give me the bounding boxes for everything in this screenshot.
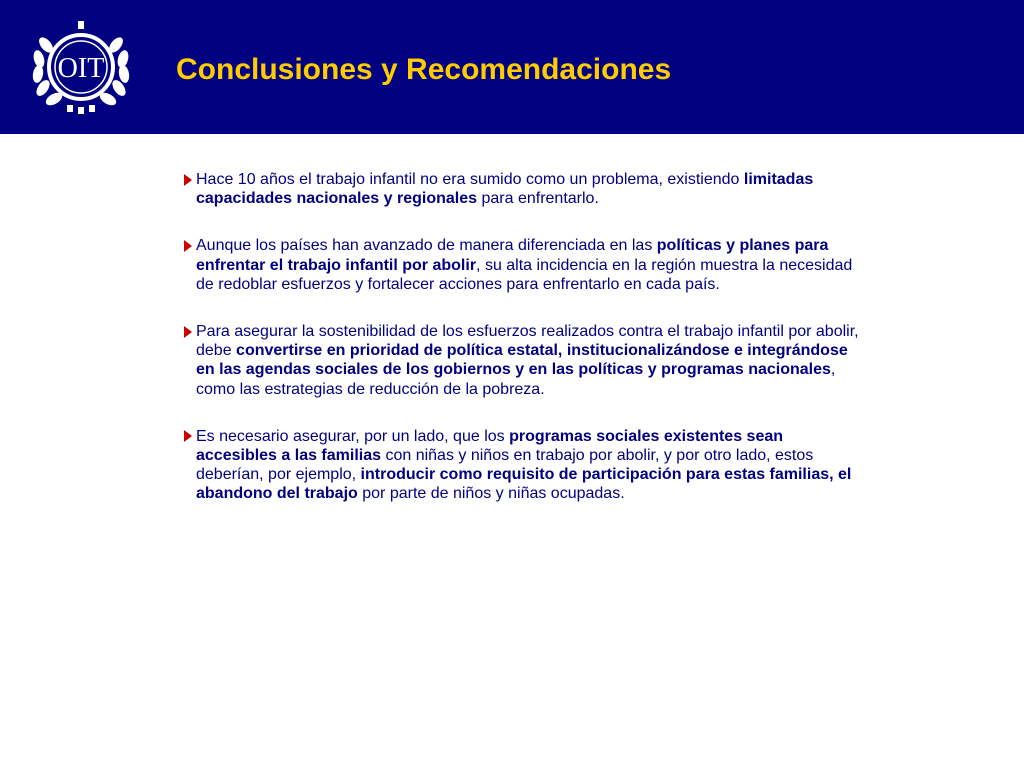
bullet-emphasis: introducir como requisito de participación para estas familias, el abandono del trabajo bbox=[196, 466, 852, 503]
bullet-emphasis: limitadas capacidades nacionales y regionales bbox=[196, 171, 814, 208]
bullet-emphasis: políticas y planes para enfrentar el trabajo infantil por abolir bbox=[196, 237, 829, 274]
bullet-item bbox=[181, 427, 861, 504]
header-bar bbox=[0, 0, 1024, 134]
page-title: Conclusiones y Recomendaciones bbox=[176, 53, 672, 86]
bullet-segment: , como las estrategias de reducción de la pobreza. bbox=[196, 361, 836, 398]
oit-logo bbox=[26, 19, 136, 115]
bullet-text bbox=[196, 322, 861, 399]
bullet-arrow-icon bbox=[181, 236, 196, 255]
bullet-segment: Para asegurar la sostenibilidad de los esfuerzos realizados contra el trabajo infantil por abolir, debe bbox=[196, 323, 859, 360]
oit-logo-text: OIT bbox=[57, 53, 105, 84]
bullet-item bbox=[181, 170, 861, 208]
bullet-segment: por parte de niños y niñas ocupadas. bbox=[357, 485, 625, 503]
bullet-segment: para enfrentarlo. bbox=[477, 190, 599, 208]
bullet-arrow-icon bbox=[181, 322, 196, 341]
bullet-arrow-icon bbox=[181, 427, 196, 446]
bullet-text bbox=[196, 427, 861, 504]
bullet-segment: con niñas y niños en trabajo por abolir, y por otro lado, estos deberían, por ejemplo, bbox=[196, 447, 814, 484]
bullet-item bbox=[181, 322, 861, 399]
bullet-segment: Es necesario asegurar, por un lado, que los bbox=[196, 427, 510, 445]
oit-emblem-icon bbox=[26, 19, 136, 115]
bullet-segment: , su alta incidencia en la región muestra la necesidad de redoblar esfuerzos y fortalecer acciones para enfrentarlo en cada país. bbox=[196, 256, 853, 293]
bullet-text bbox=[196, 236, 861, 294]
bullet-segment: Hace 10 años el trabajo infantil no era sumido como un problema, existiendo bbox=[196, 171, 744, 188]
bullet-list bbox=[181, 170, 861, 532]
bullet-emphasis: programas sociales existentes sean accesibles a las familias bbox=[196, 427, 784, 465]
bullet-emphasis: convertirse en prioridad de política estatal, institucionalizándose e integrándose en las agendas sociales de los gobiernos y en las políticas y programas nacionales bbox=[196, 342, 848, 379]
bullet-text bbox=[196, 170, 861, 208]
bullet-arrow-icon bbox=[181, 170, 196, 189]
bullet-item bbox=[181, 236, 861, 294]
bullet-segment: Aunque los países han avanzado de manera diferenciada en las bbox=[196, 237, 657, 255]
